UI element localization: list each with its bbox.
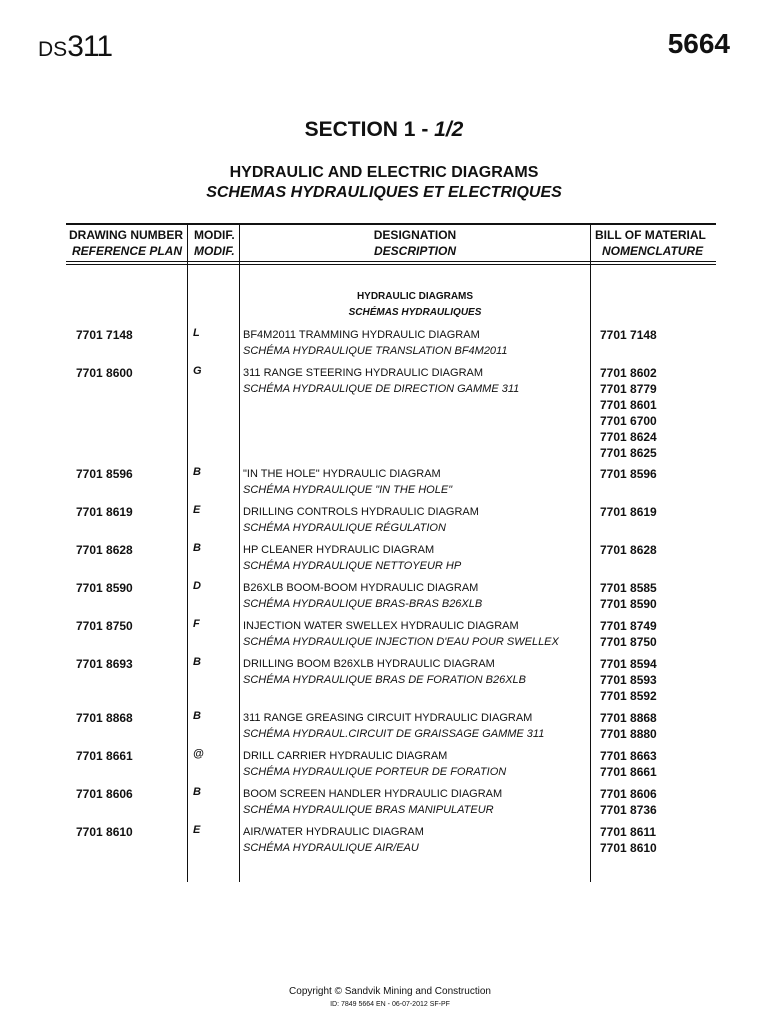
designation-fr: SCHÉMA HYDRAULIQUE RÉGULATION [243,522,446,534]
document-id: ID: 7849 5664 EN - 06-07-2012 SF-PF [330,1001,450,1008]
group-heading-en: HYDRAULIC DIAGRAMS [356,291,474,302]
bom-item: 7701 8663 [600,749,657,763]
table-row-bom [600,504,657,520]
table-top-rule [66,223,716,225]
table-header-rule-2 [66,264,716,265]
table-row-designation [243,656,526,688]
table-row-designation [243,542,461,574]
model-designation [38,30,112,64]
model-number: 311 [67,30,113,63]
table-row-modif: B [193,786,201,798]
table-row-bom [600,542,657,558]
table-row-drawing: 7701 8868 [76,711,133,725]
table-row-bom [600,710,657,742]
designation-en: BOOM SCREEN HANDLER HYDRAULIC DIAGRAM [243,788,503,800]
bom-item: 7701 8611 [600,825,657,839]
bom-item: 7701 8625 [600,446,657,460]
table-row-drawing: 7701 8610 [76,825,133,839]
title-english: HYDRAULIC AND ELECTRIC DIAGRAMS [229,164,539,181]
table-row-modif: @ [193,748,204,760]
table-row-bom [600,466,657,482]
designation-fr: SCHÉMA HYDRAULIQUE NETTOYEUR HP [243,560,462,572]
designation-fr: SCHÉMA HYDRAULIQUE INJECTION D'EAU POUR SWELLEX [243,636,559,648]
designation-fr: SCHÉMA HYDRAULIQUE TRANSLATION BF4M2011 [243,345,508,357]
designation-en: DRILL CARRIER HYDRAULIC DIAGRAM [243,750,448,762]
table-row-bom [600,365,657,461]
bom-item: 7701 8779 [600,382,657,396]
table-row-modif: B [193,466,201,478]
designation-fr: SCHÉMA HYDRAULIQUE PORTEUR DE FORATION [243,766,507,778]
header-reference-plan: REFERENCE PLAN [72,244,183,258]
bom-item: 7701 8596 [600,467,657,481]
table-row-bom [600,656,657,704]
table-row-drawing: 7701 8750 [76,619,133,633]
table-row-bom [600,618,657,650]
header-designation: DESIGNATION [373,228,457,242]
header-modif: MODIF. [194,228,235,242]
table-row-drawing: 7701 8619 [76,505,133,519]
designation-fr: SCHÉMA HYDRAULIQUE BRAS DE FORATION B26XLB [243,674,527,686]
bom-item: 7701 8594 [600,657,657,671]
table-row-drawing: 7701 8628 [76,543,133,557]
table-row-modif: D [193,580,201,592]
document-number: 5664 [667,28,730,59]
designation-fr: SCHÉMA HYDRAULIQUE BRAS MANIPULATEUR [243,804,494,816]
designation-fr: SCHÉMA HYDRAUL.CIRCUIT DE GRAISSAGE GAMME 311 [243,728,545,740]
bom-item: 7701 8880 [600,727,657,741]
bom-item: 7701 8749 [600,619,657,633]
table-header-rule [66,261,716,262]
table-row-designation [243,504,479,536]
designation-en: AIR/WATER HYDRAULIC DIAGRAM [243,826,424,838]
bom-item: 7701 8592 [600,689,657,703]
table-row-bom [600,824,657,856]
bom-item: 7701 8736 [600,803,657,817]
column-divider-2 [239,224,240,882]
bom-item: 7701 7148 [600,328,657,342]
bom-item: 7701 8750 [600,635,657,649]
header-drawing-number: DRAWING NUMBER [69,228,183,242]
designation-fr: SCHÉMA HYDRAULIQUE AIR/EAU [243,842,419,854]
bom-item: 7701 8610 [600,841,657,855]
table-row-drawing: 7701 8661 [76,749,133,763]
table-row-designation [243,327,507,359]
designation-en: DRILLING CONTROLS HYDRAULIC DIAGRAM [243,506,479,518]
table-row-drawing: 7701 8693 [76,657,133,671]
table-row-modif: B [193,710,201,722]
bom-item: 7701 8868 [600,711,657,725]
table-row-modif: G [193,365,202,377]
bom-item: 7701 8619 [600,505,657,519]
table-row-designation [243,618,559,650]
header-description: DESCRIPTION [373,244,456,258]
table-row-designation [243,786,502,818]
table-row-drawing: 7701 8596 [76,467,133,481]
table-row-drawing: 7701 8600 [76,366,133,380]
designation-fr: SCHÉMA HYDRAULIQUE BRAS-BRAS B26XLB [243,598,483,610]
table-row-designation [243,365,519,397]
section-label: SECTION 1 - [304,118,435,141]
bom-item: 7701 8624 [600,430,657,444]
bom-item: 7701 8593 [600,673,657,687]
column-divider-1 [187,224,188,882]
table-row-designation [243,466,452,498]
designation-en: INJECTION WATER SWELLEX HYDRAULIC DIAGRAM [243,620,519,632]
bom-item: 7701 8590 [600,597,657,611]
table-row-bom [600,580,657,612]
table-row-drawing: 7701 7148 [76,328,133,342]
table-row-bom [600,748,657,780]
header-modif-fr: MODIF. [194,244,235,258]
designation-en: 311 RANGE STEERING HYDRAULIC DIAGRAM [243,367,484,379]
section-fraction: 1/2 [434,118,464,141]
header-nomenclature: NOMENCLATURE [602,244,704,258]
designation-fr: SCHÉMA HYDRAULIQUE DE DIRECTION GAMME 311 [243,383,520,395]
column-divider-3 [590,224,591,882]
section-title [0,118,768,142]
table-row-modif: E [193,824,201,836]
title-french: SCHEMAS HYDRAULIQUES ET ELECTRIQUES [206,184,562,201]
bom-item: 7701 8606 [600,787,657,801]
model-prefix: DS [38,38,68,61]
group-heading-fr: SCHÉMAS HYDRAULIQUES [348,307,482,318]
bom-item: 7701 8628 [600,543,657,557]
header-bill-of-material: BILL OF MATERIAL [595,228,706,242]
designation-en: "IN THE HOLE" HYDRAULIC DIAGRAM [243,468,441,480]
designation-en: B26XLB BOOM-BOOM HYDRAULIC DIAGRAM [243,582,479,594]
designation-en: DRILLING BOOM B26XLB HYDRAULIC DIAGRAM [243,658,495,670]
table-row-modif: F [193,618,200,630]
bom-item: 7701 8585 [600,581,657,595]
table-row-modif: L [193,327,200,339]
table-row-drawing: 7701 8606 [76,787,133,801]
group-heading [240,289,590,321]
designation-en: 311 RANGE GREASING CIRCUIT HYDRAULIC DIAGRAM [243,712,533,724]
bom-item: 7701 8661 [600,765,657,779]
bom-item: 7701 8601 [600,398,657,412]
table-row-designation [243,824,424,856]
table-row-bom [600,786,657,818]
table-row-designation [243,748,506,780]
designation-en: BF4M2011 TRAMMING HYDRAULIC DIAGRAM [243,329,480,341]
table-row-bom [600,327,657,343]
designation-en: HP CLEANER HYDRAULIC DIAGRAM [243,544,435,556]
table-row-modif: B [193,542,201,554]
designation-fr: SCHÉMA HYDRAULIQUE "IN THE HOLE" [243,484,453,496]
copyright-notice: Copyright © Sandvik Mining and Construction [289,986,491,997]
table-row-designation [243,710,544,742]
bom-item: 7701 8602 [600,366,657,380]
table-row-designation [243,580,482,612]
table-row-modif: B [193,656,201,668]
bom-item: 7701 6700 [600,414,657,428]
table-row-modif: E [193,504,201,516]
table-row-drawing: 7701 8590 [76,581,133,595]
